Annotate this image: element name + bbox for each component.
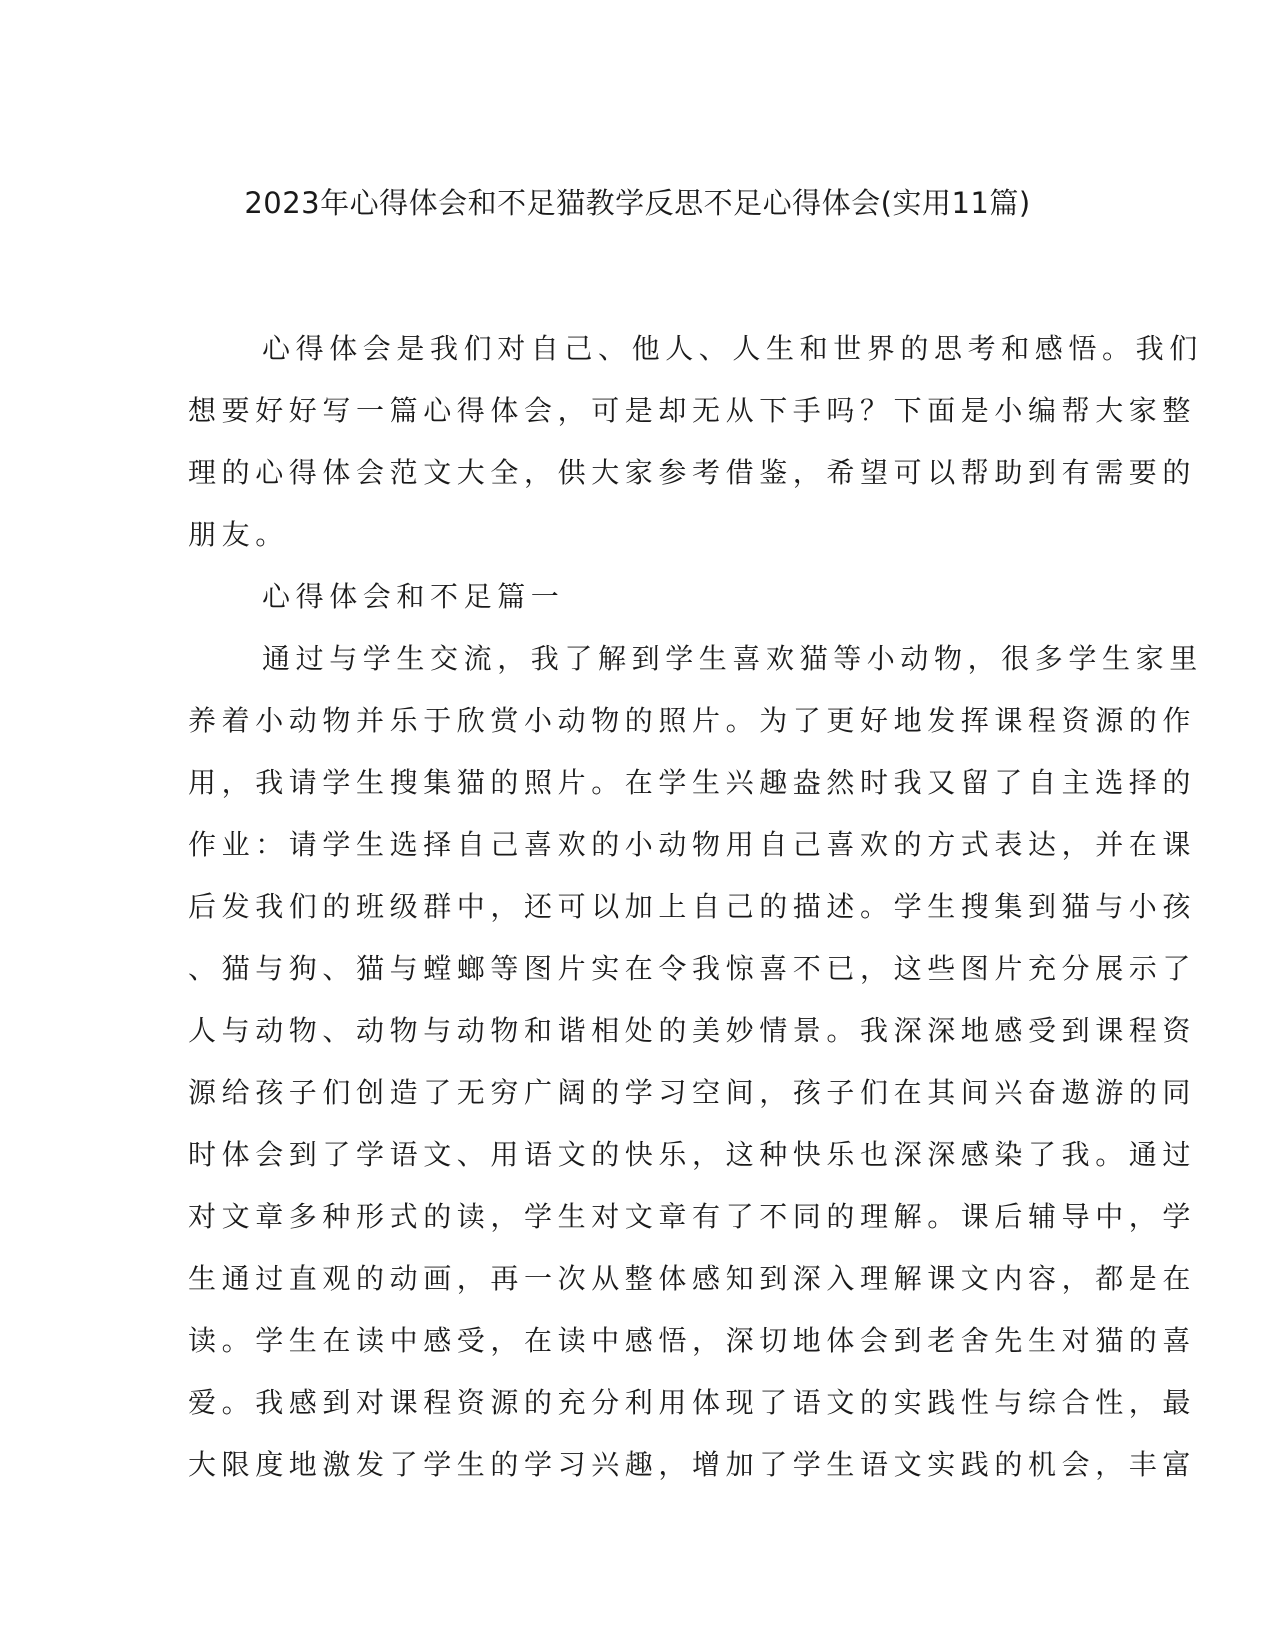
section-line: 、猫与狗、猫与螳螂等图片实在令我惊喜不已，这些图片充分展示了	[188, 952, 1197, 985]
intro-line: 心得体会是我们对自己、他人、人生和世界的思考和感悟。我们	[262, 332, 1203, 365]
intro-line: 朋友。	[188, 518, 289, 551]
section-heading: 心得体会和不足篇一	[262, 580, 565, 613]
document-title: 2023年心得体会和不足猫教学反思不足心得体会(实用11篇)	[244, 186, 1031, 220]
section-line: 作业：请学生选择自己喜欢的小动物用自己喜欢的方式表达，并在课	[188, 828, 1197, 861]
section-line: 通过与学生交流，我了解到学生喜欢猫等小动物，很多学生家里	[262, 642, 1203, 675]
section-line: 后发我们的班级群中，还可以加上自己的描述。学生搜集到猫与小孩	[188, 890, 1197, 923]
section-line: 爱。我感到对课程资源的充分利用体现了语文的实践性与综合性，最	[188, 1386, 1197, 1419]
section-line: 读。学生在读中感受，在读中感悟，深切地体会到老舍先生对猫的喜	[188, 1324, 1197, 1357]
section-line: 源给孩子们创造了无穷广阔的学习空间，孩子们在其间兴奋遨游的同	[188, 1076, 1197, 1109]
intro-line: 理的心得体会范文大全，供大家参考借鉴，希望可以帮助到有需要的	[188, 456, 1197, 489]
section-line: 人与动物、动物与动物和谐相处的美妙情景。我深深地感受到课程资	[188, 1014, 1197, 1047]
section-line: 养着小动物并乐于欣赏小动物的照片。为了更好地发挥课程资源的作	[188, 704, 1197, 737]
section-line: 生通过直观的动画，再一次从整体感知到深入理解课文内容，都是在	[188, 1262, 1197, 1295]
intro-line: 想要好好写一篇心得体会，可是却无从下手吗？下面是小编帮大家整	[188, 394, 1197, 427]
document-body	[188, 318, 1203, 1496]
section-line: 时体会到了学语文、用语文的快乐，这种快乐也深深感染了我。通过	[188, 1138, 1197, 1171]
section-line: 对文章多种形式的读，学生对文章有了不同的理解。课后辅导中，学	[188, 1200, 1197, 1233]
section-line: 用，我请学生搜集猫的照片。在学生兴趣盎然时我又留了自主选择的	[188, 766, 1197, 799]
section-line: 大限度地激发了学生的学习兴趣，增加了学生语文实践的机会，丰富	[188, 1448, 1197, 1481]
